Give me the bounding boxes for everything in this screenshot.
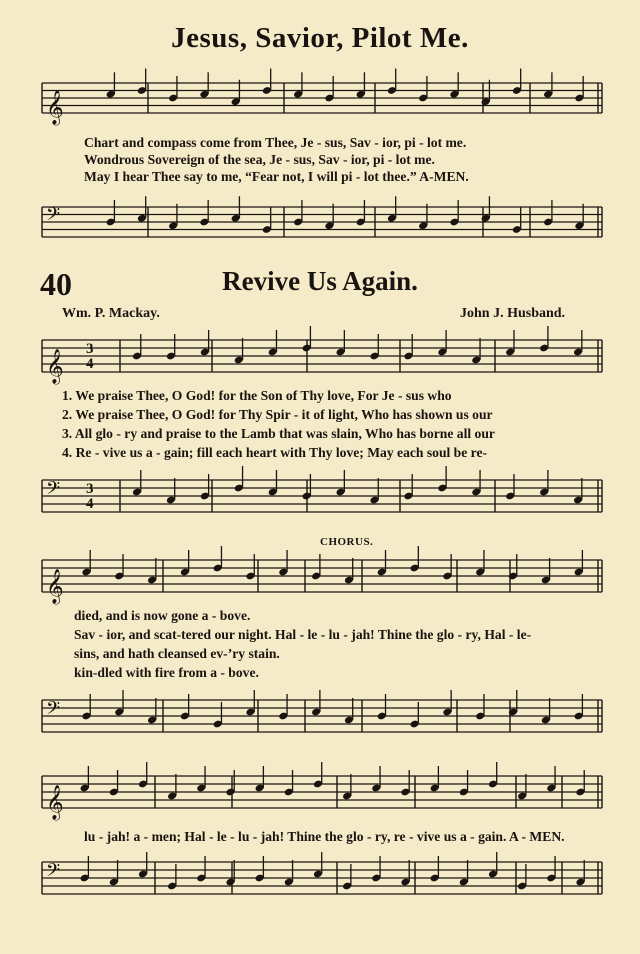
bass-clef: 𝄢 bbox=[46, 698, 61, 724]
hymn2-verse-2-line-1: 2. We praise Thee, O God! for Thy Spir - it of light, Who has shown us our bbox=[62, 407, 493, 422]
time-signature-bottom: 4 bbox=[86, 356, 94, 372]
treble-clef: 𝄞 bbox=[46, 569, 64, 604]
hymn-number: 40 bbox=[40, 266, 72, 302]
hymn2-verse-2-line-2: Sav - ior, and scat-tered our night. Hal - le - lu - jah! Thine the glo - ry, Hal - le- bbox=[74, 627, 532, 642]
bass-clef: 𝄢 bbox=[46, 478, 61, 504]
hymn2-verse-4-line-2: kin-dled with fire from a - bove. bbox=[74, 665, 259, 680]
treble-clef: 𝄞 bbox=[46, 349, 64, 384]
hymn2-verse-1-line-1: 1. We praise Thee, O God! for the Son of Thy love, For Je - sus who bbox=[62, 388, 452, 403]
hymn2-verse-3-line-2: sins, and hath cleansed ev-’ry stain. bbox=[74, 646, 280, 661]
lyricist-credit: Wm. P. Mackay. bbox=[62, 306, 160, 321]
hymn1-lyric-verse-2: Wondrous Sovereign of the sea, Je - sus, Sav - ior, pi - lot me. bbox=[84, 152, 435, 167]
treble-clef: 𝄞 bbox=[46, 90, 64, 125]
hymn2-verse-1-line-2: died, and is now gone a - bove. bbox=[74, 608, 251, 623]
hymn-title-jesus-savior-pilot-me: Jesus, Savior, Pilot Me. bbox=[171, 22, 469, 54]
time-signature-bottom: 4 bbox=[86, 496, 94, 512]
hymn-title-revive-us-again: Revive Us Again. bbox=[222, 266, 418, 296]
composer-credit: John J. Husband. bbox=[460, 306, 566, 321]
hymn2-refrain-lyric: lu - jah! a - men; Hal - le - lu - jah! Thine the glo - ry, re - vive us a - gain. A - MEN. bbox=[84, 829, 565, 844]
hymn2-verse-3-line-1: 3. All glo - ry and praise to the Lamb that was slain, Who has borne all our bbox=[62, 426, 495, 441]
bass-clef: 𝄢 bbox=[46, 204, 61, 230]
hymn1-lyric-verse-3: May I hear Thee say to me, “Fear not, I will pi - lot thee.” A-MEN. bbox=[84, 169, 469, 184]
chorus-label: CHORUS. bbox=[320, 536, 374, 548]
treble-clef: 𝄞 bbox=[46, 785, 64, 820]
hymn2-verse-4-line-1: 4. Re - vive us a - gain; fill each heart with Thy love; May each soul be re- bbox=[62, 445, 488, 460]
bass-clef: 𝄢 bbox=[46, 860, 61, 886]
time-signature-top: 3 bbox=[86, 481, 94, 497]
hymn1-lyric-verse-1: Chart and compass come from Thee, Je - sus, Sav - ior, pi - lot me. bbox=[84, 135, 467, 150]
time-signature-top: 3 bbox=[86, 341, 94, 357]
